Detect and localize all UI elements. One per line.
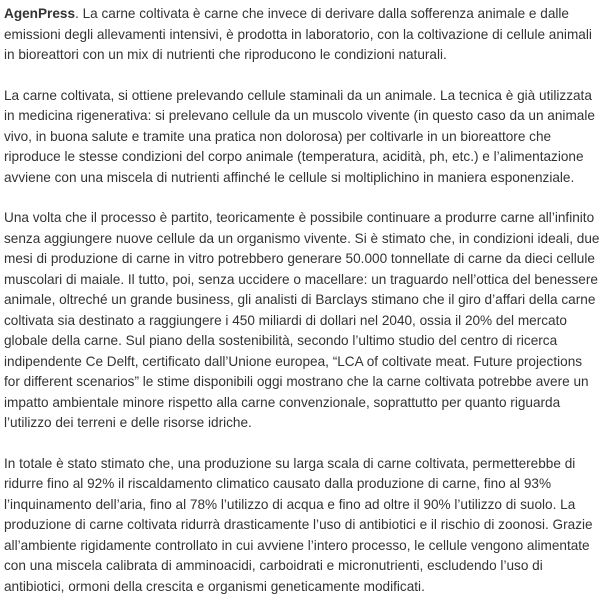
article-paragraph-3: Una volta che il processo è partito, teoricamente è possibile continuare a produrre carne all’infinito senza aggiungere nuove cellule da un organismo vivente. Si è stimato che, in condizioni ideali, due mesi di produzione di carne in vitro potrebbero generare 50.000 tonnellate di carne da dieci cellule muscolari di maiale. Il tutto, poi, senza uccidere o macellare: un traguardo nell’ottica del benessere animale, oltreché un grande business, gli analisti di Barclays stimano che il giro d’affari della carne coltivata sia destinato a raggiungere i 450 miliardi di dollari nel 2040, ossia il 20% del mercato globale della carne. Sul piano della sostenibilità, secondo l’ultimo studio del centro di ricerca indipendente Ce Delft, certificato dall’Unione europea, “LCA of coltivate meat. Future projections for different scenarios” le stime disponibili oggi mostrano che la carne coltivata potrebbe avere un impatto ambientale minore rispetto alla carne convenzionale, soprattutto per quanto riguarda l’utilizzo dei terreni e delle risorse idriche. bbox=[4, 210, 600, 430]
article-paragraph-4: In totale è stato stimato che, una produzione su larga scala di carne coltivata, permetterebbe di ridurre fino al 92% il riscaldamento climatico causato dalla produzione di carne, fino al 93% l’inquinamento dell’aria, fino al 78% l’utilizzo di acqua e fino ad oltre il 90% l’utilizzo di suolo. La produzione di carne coltivata ridurrà drasticamente l’uso di antibiotici e il rischio di zoonosi. Grazie all’ambiente rigidamente controllato in cui avviene l’intero processo, le cellule vengono alimentate con una miscela calibrata di amminoacidi, carboidrati e micronutrienti, escludendo l’uso di antibiotici, ormoni della crescita e organismi geneticamente modificati. bbox=[4, 455, 593, 594]
article-paragraph-2: La carne coltivata, si ottiene prelevando cellule staminali da un animale. La tecnica è già utilizzata in medicina rigenerativa: si prelevano cellule da un muscolo vivente (in questo caso da un animale vivo, in buona salute e tramite una pratica non dolorosa) per coltivarle in un bioreattore che riproduce le stesse condizioni del corpo animale (temperatura, acidità, ph, etc.) e l’alimentazione avviene con una miscela di nutrienti affinché le cellule si moltiplichino in maniera esponenziale. bbox=[4, 87, 595, 185]
article-paragraph-1 bbox=[4, 4, 600, 66]
paragraph-text: . La carne coltivata è carne che invece di derivare dalla sofferenza animale e dalle emissioni degli allevamenti intensivi, è prodotta in laboratorio, con la coltivazione di cellule animali in bioreattori con un mix di nutrienti che riproducono le condizioni naturali. bbox=[4, 6, 592, 62]
source-name: AgenPress bbox=[4, 6, 76, 21]
